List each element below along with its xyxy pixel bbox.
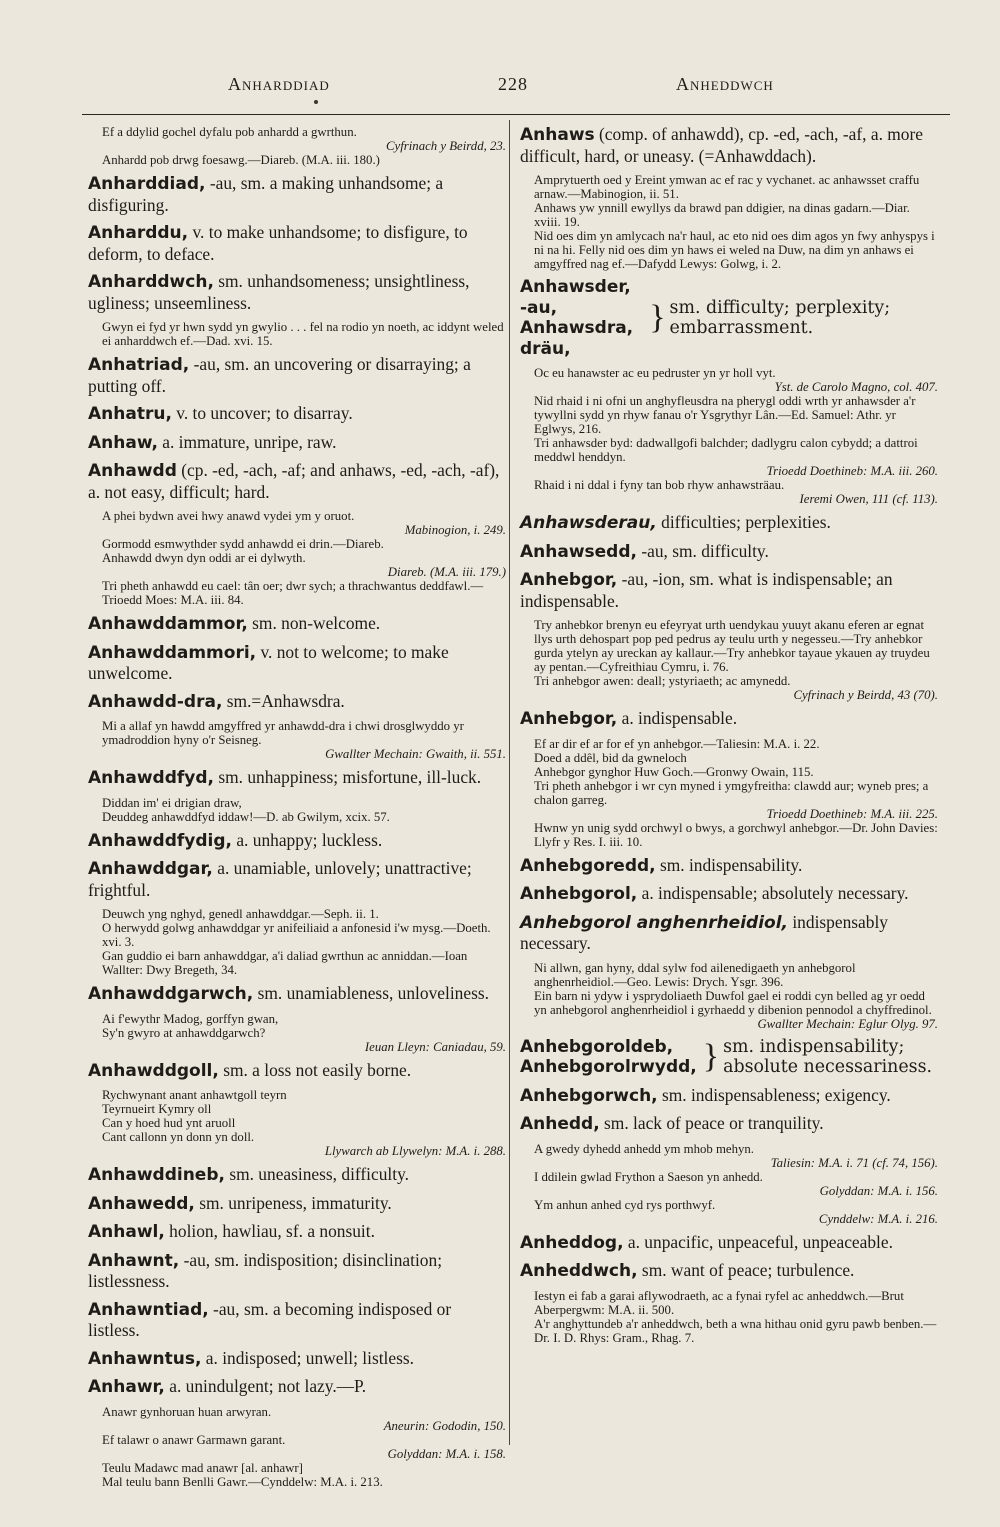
citation-text: O herwydd golwg anhawddgar yr anifeiliaid a anfonesid i'w mysg.—Doeth. xvi. 3. <box>102 921 491 949</box>
headword: Anhebgor, <box>520 709 618 729</box>
citation-text: Cant callonn yn donn yn doll. <box>102 1130 255 1144</box>
definition: sm. unamiableness, unloveliness. <box>253 983 489 1003</box>
citation-block <box>102 796 506 824</box>
brace: } <box>702 1038 720 1075</box>
citation-source: Taliesin: M.A. i. 71 (cf. 74, 156). <box>770 1155 938 1170</box>
citation-text: Sy'n gwyro at anhawddgarwch? <box>102 1025 266 1040</box>
definition: holion, hawliau, sf. a nonsuit. <box>164 1221 375 1241</box>
citation-text: Teulu Madawc mad anawr [al. anhawr] <box>102 1460 303 1475</box>
dictionary-entry <box>520 912 938 954</box>
citation-text: Ef ar dir ef ar for ef yn anhebgor.—Taliesin: M.A. i. 22. <box>534 736 820 751</box>
dictionary-entry <box>88 173 506 215</box>
citation-source: Cyfrinach y Beirdd, 23. <box>385 139 506 153</box>
headword: Anhawdd <box>88 461 177 481</box>
citation-source: Mabinogion, i. 249. <box>404 523 506 537</box>
headword: Anhebgor, <box>520 570 618 590</box>
citation-text: Deuwch yng nghyd, genedl anhawddgar.—Seph. ii. 1. <box>102 907 379 921</box>
citation-text: Mal teulu bann Benlli Gawr.—Cynddelw: M.A. i. 213. <box>102 1474 383 1489</box>
citation-text: Anhardd pob drwg foesawg.—Diareb. (M.A. iii. 180.) <box>102 153 380 167</box>
running-header <box>228 74 798 100</box>
dictionary-entry <box>88 1164 506 1186</box>
headword: Anhebgorolrwydd, <box>520 1057 697 1077</box>
headword: Anhawsdra, dräu, <box>520 318 634 359</box>
citation-source: Cyfrinach y Beirdd, 43 (70). <box>793 688 938 702</box>
citation-text: Rhaid i ni ddal i fyny tan bob rhyw anhawsträau. <box>534 478 785 492</box>
headword: Anhawddineb, <box>88 1165 225 1185</box>
citation-text: Tri anhebgor awen: deall; ystyriaeth; ac amynedd. <box>534 674 791 688</box>
citation-source: Gwallter Mechain: Eglur Olyg. 97. <box>757 1016 938 1031</box>
dictionary-entry <box>88 1348 506 1370</box>
citation-text: Nid oes dim yn amlycach na'r haul, ac eto nid oes dim agos yn fwy anhyspys i ni na hi. Felly nid oes dim yn haws ei weled na Duw, na dim yn anhaws ei amgyffred nag ef.—Dafydd Lewys: Golwg, i. 2. <box>534 229 935 271</box>
headword: Anhaw, <box>88 432 158 453</box>
citation-text: Tri pheth anhebgor i wr cyn myned i ymgyfreitha: clawdd aur; wyneb pres; a chalon garreg. <box>534 778 929 807</box>
definition: v. not to welcome; to make unwelcome. <box>88 641 449 683</box>
column-divider <box>509 120 510 1445</box>
dictionary-entry <box>88 642 506 684</box>
definition: a. unamiable, unlovely; unattractive; frightful. <box>88 858 472 900</box>
headword: Anhawddfydig, <box>88 830 232 851</box>
dictionary-entry <box>88 222 506 264</box>
citation-text: Ym anhun anhed cyd rys porthwyf. <box>534 1197 716 1212</box>
citation-block <box>102 719 506 761</box>
citation-source: Ieremi Owen, 111 (cf. 113). <box>799 492 938 506</box>
dictionary-entry <box>520 512 938 534</box>
citation-source: Trioedd Doethineb: M.A. iii. 260. <box>766 464 938 478</box>
headword: Anhebgorwch, <box>520 1085 658 1106</box>
right-column <box>520 124 938 1351</box>
headword: Anheddog, <box>520 1232 624 1253</box>
header-dot <box>314 100 318 104</box>
citation-block <box>102 320 506 348</box>
definition: sm. difficulty; perplexity; embarrassment. <box>669 297 891 338</box>
definition: sm. indispensability; absolute necessariness. <box>723 1036 933 1077</box>
dictionary-entry <box>88 1299 506 1341</box>
definition: -au, sm. a becoming indisposed or listless. <box>88 1298 452 1340</box>
citation-text: Try anhebkor brenyn eu efeyryat urth uendykau yuuyt akanu eferen ar egnat llys urth dehospart pop ped pedrus ay teulu urth y negesseu.—Try anhebkor gurda ytelyn ay ureckan ay kallaur.—Try anhebkor tayaue ykauen ay truydeu ay pentan.—Cyfreithiau Cymru, i. 76. <box>534 618 930 674</box>
definition: sm. a loss not easily borne. <box>218 1059 412 1080</box>
citation-text: Mi a allaf yn hawdd amgyffred yr anhawdd-dra i chwi drosglwyddo yr ymadroddion hyny o'r Seisneg. <box>102 719 464 747</box>
citation-block <box>102 125 506 167</box>
headword: Anharddu, <box>88 223 189 243</box>
headword: Anhaws <box>520 125 595 145</box>
definition: -au, sm. an uncovering or disarraying; a putting off. <box>88 354 471 396</box>
dictionary-entry <box>88 613 506 635</box>
headword: Anhawntiad, <box>88 1299 209 1320</box>
citation-block <box>102 1012 506 1054</box>
citation-source: Diareb. (M.A. iii. 179.) <box>387 565 506 579</box>
citation-source: Yst. de Carolo Magno, col. 407. <box>774 380 938 394</box>
dictionary-entry <box>88 354 506 396</box>
headword: Anheddwch, <box>520 1261 638 1281</box>
definition: a. unpacific, unpeaceful, unpeaceable. <box>623 1231 893 1252</box>
headword: Anhebgorol, <box>520 884 638 904</box>
citation-source: Golyddan: M.A. i. 156. <box>819 1183 938 1198</box>
definition: a. indispensable; absolutely necessary. <box>637 883 909 903</box>
left-column <box>88 122 506 1495</box>
dictionary-entry <box>88 858 506 900</box>
dictionary-entry <box>88 460 506 502</box>
definition: v. to make unhandsome; to disfigure, to deform, to deface. <box>88 222 468 264</box>
citation-text: Oc eu hanawster ac eu pedruster yn yr holl vyt. <box>534 366 776 380</box>
definition: a. unhappy; luckless. <box>231 829 383 850</box>
citation-text: Ai f'ewythr Madog, gorffyn gwan, <box>102 1011 279 1026</box>
header-rule <box>82 114 950 115</box>
definition: difficulties; perplexities. <box>656 512 831 532</box>
headword-group <box>520 1037 697 1078</box>
citation-text: Anhaws yw ynnill ewyllys da brawd pan ddigier, na dinas gadarn.—Diar. xviii. 19. <box>534 201 910 229</box>
citation-text: Diddan im' ei drigian draw, <box>102 795 242 810</box>
headword: Anhawddgar, <box>88 859 213 879</box>
dictionary-entry <box>88 691 506 713</box>
definition: v. to uncover; to disarray. <box>171 403 353 423</box>
definition: sm. unhandsomeness; unsightliness, ugliness; unseemliness. <box>88 271 470 313</box>
dictionary-entry <box>88 271 506 313</box>
dictionary-entry <box>88 830 506 852</box>
header-right-guide-word: Anheddwch <box>676 74 774 94</box>
citation-block <box>534 173 938 271</box>
dictionary-entry <box>520 1113 938 1135</box>
header-left-guide-word: Anharddiad <box>228 74 330 94</box>
headword: Anharddwch, <box>88 272 214 292</box>
citation-block <box>102 1088 506 1158</box>
citation-text: Iestyn ei fab a garai aflywodraeth, ac a fynai ryfel ac anheddwch.—Brut Aberpergwm: M.A. ii. 500. <box>534 1288 904 1317</box>
entry-pair <box>520 277 938 359</box>
definition: indispensably necessary. <box>520 911 888 953</box>
citation-text: A phei bydwn avei hwy anawd vydei ym y oruot. <box>102 509 355 523</box>
headword: Anhawsedd, <box>520 541 637 562</box>
citation-block <box>102 1405 506 1489</box>
headword: Anhawnt, <box>88 1250 180 1271</box>
dictionary-entry <box>520 124 938 166</box>
dictionary-entry <box>520 1232 938 1254</box>
dictionary-entry <box>88 983 506 1005</box>
definition: -au, -ion, sm. what is indispensable; an indispensable. <box>520 569 893 611</box>
headword: Anhatru, <box>88 404 172 424</box>
citation-block <box>534 737 938 849</box>
headword: Anhawntus, <box>88 1348 202 1369</box>
headword: Anhatriad, <box>88 355 190 375</box>
citation-text: Ein barn ni ydyw i ysprydoliaeth Duwfol gael ei roddi cyn belled ag yr oedd yn anhebgorol anghenrheidiol i gyrhaedd y dibenion pennodol a chyffredinol. <box>534 988 932 1017</box>
definition: (cp. -ed, -ach, -af; and anhaws, -ed, -ach, -af), a. not easy, difficult; hard. <box>88 460 500 502</box>
dictionary-entry <box>520 708 938 730</box>
headword: Anhawdd-dra, <box>88 691 223 712</box>
headword: Anhawsder, -au, <box>520 277 631 318</box>
headword: Anhawsderau, <box>520 513 657 533</box>
citation-block <box>534 1289 938 1345</box>
dictionary-entry <box>520 855 938 877</box>
definition: sm. want of peace; turbulence. <box>637 1260 855 1280</box>
citation-block <box>534 618 938 702</box>
dictionary-entry <box>88 1250 506 1292</box>
definition: a. immature, unripe, raw. <box>157 431 337 452</box>
dictionary-entry <box>520 541 938 563</box>
citation-text: Tri anhawsder byd: dadwallgofi balchder; dadlygru calon cybydd; a dattroi meddwl henddyn. <box>534 436 918 464</box>
citation-text: Hwnw yn unig sydd orchwyl o bwys, a gorchwyl anhebgor.—Dr. John Davies: Llyfr y Res. I. iii. 10. <box>534 820 938 849</box>
definition: a. indisposed; unwell; listless. <box>201 1347 414 1368</box>
citation-source: Aneurin: Gododin, 150. <box>383 1418 506 1433</box>
citation-text: Doed a ddêl, bid da gwneloch <box>534 750 687 765</box>
headword: Anhedd, <box>520 1114 600 1134</box>
dictionary-entry <box>520 883 938 905</box>
citation-text: Gan guddio ei barn anhawddgar, a'i daliad gwrthun ac anniddan.—Ioan Wallter: Dwy Bregeth, 34. <box>102 949 468 977</box>
headword: Anhawddgarwch, <box>88 984 254 1004</box>
citation-block <box>534 366 938 506</box>
dictionary-entry <box>520 1260 938 1282</box>
definition: a. unindulgent; not lazy.—P. <box>164 1376 367 1396</box>
citation-source: Gwallter Mechain: Gwaith, ii. 551. <box>325 747 506 761</box>
citation-text: A gwedy dyhedd anhedd ym mhob mehyn. <box>534 1141 755 1156</box>
dictionary-entry <box>88 767 506 789</box>
headword: Anhawddfyd, <box>88 768 214 788</box>
definition: -au, sm. difficulty. <box>636 540 769 561</box>
citation-text: Anawr gynhoruan huan arwyran. <box>102 1404 272 1419</box>
dictionary-entry <box>520 569 938 611</box>
headword: Anharddiad, <box>88 174 206 194</box>
headword: Anhebgorol anghenrheidiol, <box>520 912 788 933</box>
dictionary-entry <box>88 1193 506 1215</box>
headword: Anhawedd, <box>88 1193 195 1214</box>
headword: Anhebgoroldeb, <box>520 1036 674 1057</box>
dictionary-entry <box>88 1060 506 1082</box>
definition: sm. unhappiness; misfortune, ill-luck. <box>213 767 482 787</box>
dictionary-entry <box>88 1221 506 1243</box>
definition: (comp. of anhawdd), cp. -ed, -ach, -af, a. more difficult, hard, or uneasy. (=Anhawddach). <box>520 124 924 166</box>
definition: sm.=Anhawsdra. <box>222 690 345 711</box>
page-number: 228 <box>498 74 528 94</box>
headword-group <box>520 277 643 359</box>
citation-text: I ddilein gwlad Frython a Saeson yn anhedd. <box>534 1169 763 1184</box>
citation-block <box>102 907 506 977</box>
headword: Anhawr, <box>88 1377 165 1397</box>
headword: Anhawddgoll, <box>88 1060 219 1081</box>
citation-block <box>534 1142 938 1226</box>
citation-text: Anhawdd dwyn dyn oddi ar ei dylwyth. <box>102 551 306 565</box>
citation-text: Ef talawr o anawr Garmawn garant. <box>102 1432 286 1447</box>
citation-text: Nid rhaid i ni ofni un anghyfleusdra na pherygl oddi wrth yr anhawsder a'r tywyllni sydd yn rhyw fanau o'r Ysgrythyr Lân.—Ed. Samuel: Athr. yr Eglwys, 216. <box>534 394 916 436</box>
definition: a. indispensable. <box>617 708 738 728</box>
definition: sm. indispensability. <box>655 854 803 875</box>
definition: sm. indispensableness; exigency. <box>657 1084 891 1105</box>
definition: sm. non-welcome. <box>247 613 381 633</box>
citation-source: Trioedd Doethineb: M.A. iii. 225. <box>766 806 938 821</box>
citation-text: Rychwynant anant anhawtgoll teyrn <box>102 1088 287 1102</box>
citation-text: Tri pheth anhawdd eu cael: tân oer; dwr sych; a thrachwantus deddfawl.—Trioedd Moes: M.A. iii. 84. <box>102 579 484 607</box>
headword: Anhawddammor, <box>88 614 248 634</box>
citation-text: Gwyn ei fyd yr hwn sydd yn gwylio . . . fel na rodio yn noeth, ac iddynt weled ei anharddwch ef.—Dad. xvi. 15. <box>102 320 504 348</box>
headword: Anhawl, <box>88 1222 165 1242</box>
citation-text: Amprytuerth oed y Ereint ymwan ac ef rac y vychanet. ac anhawsset craffu arnaw.—Mabinogion, ii. 51. <box>534 173 920 201</box>
citation-text: A'r anghyttundeb a'r anheddwch, beth a wna hithau onid gyru pawb benben.—Dr. I. D. Rhys: Gram., Rhag. 7. <box>534 1316 937 1345</box>
headword: Anhebgoredd, <box>520 855 656 876</box>
citation-source: Ieuan Lleyn: Caniadau, 59. <box>364 1039 506 1054</box>
dictionary-entry <box>88 432 506 454</box>
brace: } <box>649 299 666 336</box>
citation-block <box>102 509 506 607</box>
citation-text: Anhebgor gynghor Huw Goch.—Gronwy Owain, 115. <box>534 764 814 779</box>
citation-text: Teyrnueirt Kymry oll <box>102 1102 212 1116</box>
citation-text: Gormodd esmwythder sydd anhawdd ei drin.—Diareb. <box>102 537 384 551</box>
dictionary-entry <box>88 403 506 425</box>
definition: -au, sm. a making unhandsome; a disfiguring. <box>88 173 444 215</box>
definition: -au, sm. indisposition; disinclination; listlessness. <box>88 1249 443 1291</box>
citation-source: Cynddelw: M.A. i. 216. <box>818 1211 938 1226</box>
citation-source: Llywarch ab Llywelyn: M.A. i. 288. <box>324 1144 506 1158</box>
headword: Anhawddammori, <box>88 642 257 663</box>
citation-block <box>534 961 938 1031</box>
citation-source: Golyddan: M.A. i. 158. <box>387 1446 506 1461</box>
citation-text: Deuddeg anhawddfyd iddaw!—D. ab Gwilym, xcix. 57. <box>102 809 390 824</box>
citation-text: Ef a ddylid gochel dyfalu pob anhardd a gwrthun. <box>102 125 357 139</box>
definition: sm. unripeness, immaturity. <box>194 1192 392 1213</box>
definition: sm. lack of peace or tranquility. <box>599 1113 824 1133</box>
dictionary-entry <box>520 1085 938 1107</box>
dictionary-entry <box>88 1376 506 1398</box>
citation-text: Can y hoed hud ynt aruoll <box>102 1116 236 1130</box>
entry-pair <box>520 1037 938 1078</box>
citation-text: Ni allwn, gan hyny, ddal sylw fod ailenedigaeth yn anhebgorol anghenrheidiol.—Geo. Lewis: Drych. Ysgr. 396. <box>534 960 856 989</box>
definition: sm. uneasiness, difficulty. <box>224 1164 409 1184</box>
